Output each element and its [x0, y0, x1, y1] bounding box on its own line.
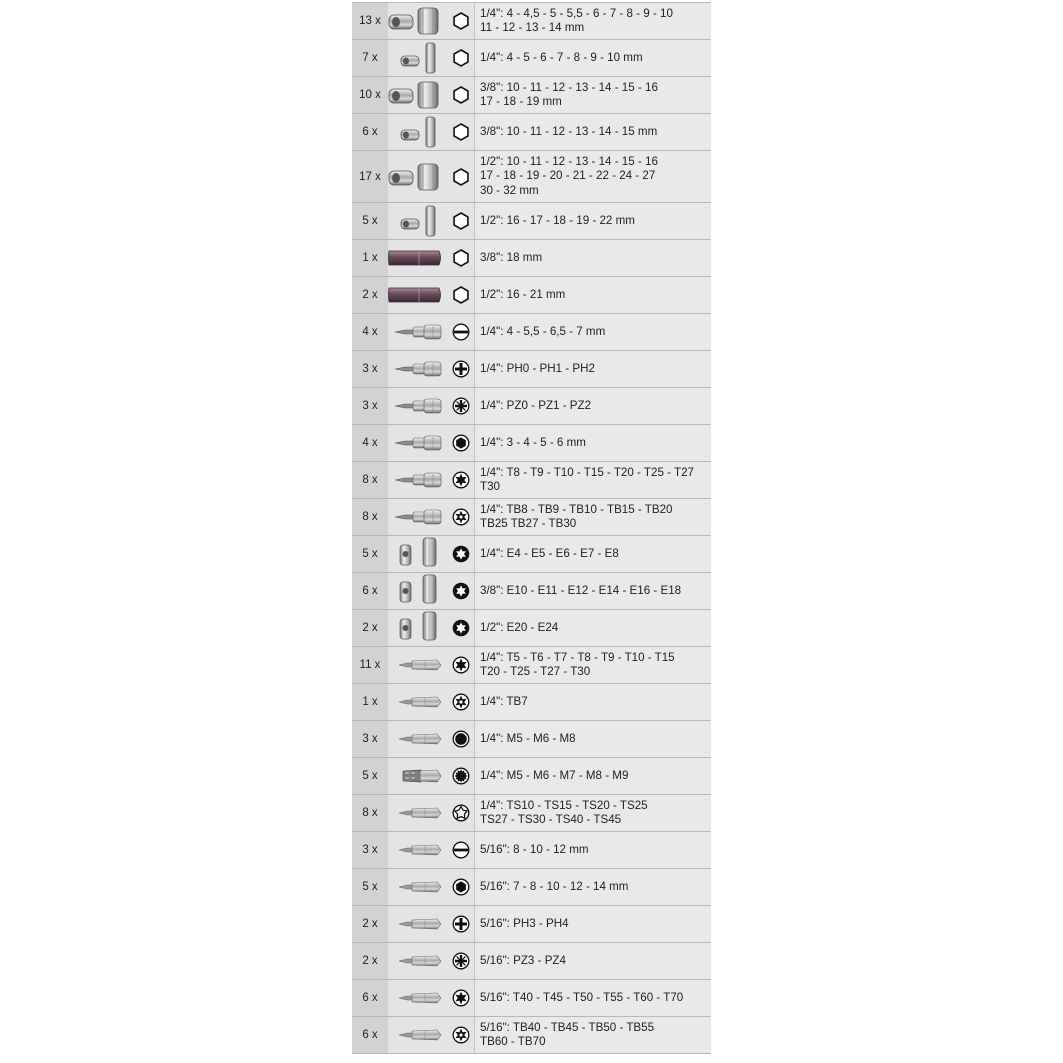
tool-image-cell [388, 536, 447, 572]
size-spec-cell [474, 980, 711, 1016]
table-row [352, 610, 711, 647]
tool-image-cell [388, 943, 447, 979]
size-spec-cell [474, 943, 711, 979]
quantity-cell: 5 x [352, 536, 388, 572]
short-bit-icon [399, 767, 443, 785]
size-spec-line: TS27 - TS30 - TS40 - TS45 [480, 813, 622, 826]
profile-symbol-cell [447, 795, 474, 831]
quantity-cell: 3 x [352, 832, 388, 868]
size-spec-line: 1/2": E20 - E24 [480, 620, 559, 634]
table-row [352, 684, 711, 721]
size-spec-line: 1/4": E4 - E5 - E6 - E7 - E8 [480, 546, 619, 560]
bit-socket-icon [393, 434, 443, 452]
quantity-cell: 3 x [352, 388, 388, 424]
tool-image-cell [388, 758, 447, 794]
table-row [352, 462, 711, 499]
torx-tamper-icon [452, 1026, 470, 1044]
torx-icon [452, 656, 470, 674]
e-torx-icon [452, 619, 470, 637]
tool-image-cell [388, 203, 447, 239]
tool-image-cell [388, 721, 447, 757]
hex-solid-icon [452, 434, 470, 452]
profile-symbol-cell [447, 684, 474, 720]
table-row [352, 832, 711, 869]
size-spec-cell [474, 151, 711, 202]
size-spec-cell [474, 684, 711, 720]
profile-symbol-cell [447, 536, 474, 572]
profile-symbol-cell [447, 425, 474, 461]
size-spec-cell [474, 1017, 711, 1053]
hexagon-outline-icon [452, 123, 470, 141]
table-row [352, 203, 711, 240]
hexagon-outline-icon [452, 86, 470, 104]
spline-icon [452, 730, 470, 748]
quantity-cell: 6 x [352, 114, 388, 150]
tool-image-cell [388, 351, 447, 387]
table-row [352, 795, 711, 832]
e-torx-socket-icon [397, 537, 443, 571]
pozidriv-icon [452, 397, 470, 415]
deep-socket-icon [399, 42, 443, 74]
xzn-icon [452, 767, 470, 785]
tool-image-cell [388, 462, 447, 498]
size-spec-line: 17 - 18 - 19 mm [480, 95, 562, 108]
size-spec-line: 1/4": T5 - T6 - T7 - T8 - T9 - T10 - T15 [480, 650, 675, 664]
tool-image-cell [388, 499, 447, 535]
tool-image-cell [388, 573, 447, 609]
profile-symbol-cell [447, 40, 474, 76]
hexagon-outline-icon [452, 12, 470, 30]
quantity-cell: 1 x [352, 240, 388, 276]
bit-icon [397, 916, 443, 932]
tool-image-cell [388, 610, 447, 646]
size-spec-cell [474, 610, 711, 646]
tool-image-cell [388, 795, 447, 831]
hexagon-outline-icon [452, 49, 470, 67]
phillips-icon [452, 360, 470, 378]
size-spec-line: 3/8": 18 mm [480, 250, 543, 264]
pentalobe-icon [452, 804, 470, 822]
table-row [352, 943, 711, 980]
size-spec-line: 5/16": TB40 - TB45 - TB50 - TB55 [480, 1020, 655, 1034]
hex-socket-icon [387, 6, 443, 36]
quantity-cell: 2 x [352, 906, 388, 942]
quantity-cell: 5 x [352, 758, 388, 794]
size-spec-cell [474, 77, 711, 113]
profile-symbol-cell [447, 77, 474, 113]
profile-symbol-cell [447, 869, 474, 905]
table-row [352, 151, 711, 203]
hexagon-outline-icon [452, 286, 470, 304]
size-spec-cell [474, 721, 711, 757]
profile-symbol-cell [447, 277, 474, 313]
torx-icon [452, 989, 470, 1007]
slotted-icon [452, 323, 470, 341]
quantity-cell: 3 x [352, 351, 388, 387]
quantity-cell: 6 x [352, 980, 388, 1016]
table-row [352, 1017, 711, 1054]
bit-icon [397, 990, 443, 1006]
profile-symbol-cell [447, 351, 474, 387]
tool-image-cell [388, 40, 447, 76]
table-row [352, 573, 711, 610]
table-row [352, 721, 711, 758]
spark-plug-socket-icon [387, 284, 443, 306]
profile-symbol-cell [447, 573, 474, 609]
deep-socket-icon [399, 116, 443, 148]
tool-image-cell [388, 980, 447, 1016]
size-spec-cell [474, 277, 711, 313]
profile-symbol-cell [447, 721, 474, 757]
bit-icon [397, 842, 443, 858]
torx-tamper-icon [452, 693, 470, 711]
phillips-icon [452, 915, 470, 933]
hex-socket-icon [387, 162, 443, 192]
slotted-icon [452, 841, 470, 859]
size-spec-line: 1/4": PH0 - PH1 - PH2 [480, 361, 595, 375]
table-row [352, 869, 711, 906]
tool-set-table [352, 2, 711, 1054]
profile-symbol-cell [447, 388, 474, 424]
tool-image-cell [388, 388, 447, 424]
size-spec-cell [474, 795, 711, 831]
profile-symbol-cell [447, 462, 474, 498]
size-spec-cell [474, 425, 711, 461]
bit-socket-icon [393, 397, 443, 415]
size-spec-line: 30 - 32 mm [480, 183, 539, 197]
size-spec-cell [474, 758, 711, 794]
table-row [352, 40, 711, 77]
bit-icon [397, 657, 443, 673]
torx-tamper-icon [452, 508, 470, 526]
table-row [352, 388, 711, 425]
quantity-cell: 17 x [352, 151, 388, 202]
quantity-cell: 7 x [352, 40, 388, 76]
table-row [352, 114, 711, 151]
size-spec-line: 1/4": T8 - T9 - T10 - T15 - T20 - T25 - T27 [480, 465, 694, 479]
size-spec-cell [474, 647, 711, 683]
table-row [352, 3, 711, 40]
hex-socket-icon [387, 80, 443, 110]
size-spec-line: T30 [480, 480, 500, 493]
tool-image-cell [388, 1017, 447, 1053]
table-row [352, 647, 711, 684]
tool-image-cell [388, 906, 447, 942]
table-row [352, 351, 711, 388]
quantity-cell: 6 x [352, 573, 388, 609]
table-row [352, 980, 711, 1017]
bit-icon [397, 731, 443, 747]
size-spec-line: TB60 - TB70 [480, 1035, 546, 1048]
size-spec-cell [474, 240, 711, 276]
bit-icon [397, 953, 443, 969]
size-spec-line: 5/16": PZ3 - PZ4 [480, 953, 566, 967]
size-spec-line: 1/4": TB7 [480, 694, 528, 708]
size-spec-line: 5/16": 8 - 10 - 12 mm [480, 842, 589, 856]
profile-symbol-cell [447, 240, 474, 276]
size-spec-line: TB25 TB27 - TB30 [480, 517, 577, 530]
profile-symbol-cell [447, 3, 474, 39]
quantity-cell: 2 x [352, 943, 388, 979]
table-row [352, 314, 711, 351]
size-spec-cell [474, 832, 711, 868]
size-spec-cell [474, 869, 711, 905]
size-spec-cell [474, 40, 711, 76]
profile-symbol-cell [447, 832, 474, 868]
quantity-cell: 4 x [352, 425, 388, 461]
size-spec-cell [474, 499, 711, 535]
profile-symbol-cell [447, 758, 474, 794]
hexagon-outline-icon [452, 249, 470, 267]
quantity-cell: 8 x [352, 795, 388, 831]
quantity-cell: 6 x [352, 1017, 388, 1053]
quantity-cell: 5 x [352, 203, 388, 239]
tool-image-cell [388, 114, 447, 150]
size-spec-cell [474, 203, 711, 239]
tool-image-cell [388, 832, 447, 868]
table-row [352, 425, 711, 462]
profile-symbol-cell [447, 314, 474, 350]
size-spec-line: 3/8": 10 - 11 - 12 - 13 - 14 - 15 - 16 [480, 80, 658, 94]
size-spec-line: 1/4": PZ0 - PZ1 - PZ2 [480, 398, 592, 412]
size-spec-line: 1/4": 4 - 4,5 - 5 - 5,5 - 6 - 7 - 8 - 9 - 10 [480, 6, 673, 20]
hexagon-outline-icon [452, 168, 470, 186]
tool-image-cell [388, 647, 447, 683]
torx-icon [452, 471, 470, 489]
quantity-cell: 3 x [352, 721, 388, 757]
e-torx-socket-icon [397, 574, 443, 608]
profile-symbol-cell [447, 114, 474, 150]
size-spec-line: 1/4": TB8 - TB9 - TB10 - TB15 - TB20 [480, 502, 673, 516]
size-spec-cell [474, 906, 711, 942]
tool-image-cell [388, 314, 447, 350]
size-spec-cell [474, 3, 711, 39]
tool-image-cell [388, 240, 447, 276]
tool-image-cell [388, 151, 447, 202]
bit-socket-icon [393, 360, 443, 378]
quantity-cell: 8 x [352, 499, 388, 535]
bit-icon [397, 1027, 443, 1043]
profile-symbol-cell [447, 499, 474, 535]
size-spec-cell [474, 462, 711, 498]
profile-symbol-cell [447, 203, 474, 239]
size-spec-line: 1/4": M5 - M6 - M7 - M8 - M9 [480, 768, 629, 782]
pozidriv-icon [452, 952, 470, 970]
bit-icon [397, 879, 443, 895]
size-spec-line: 17 - 18 - 19 - 20 - 21 - 22 - 24 - 27 [480, 169, 656, 183]
table-row [352, 499, 711, 536]
size-spec-line: 5/16": PH3 - PH4 [480, 916, 569, 930]
size-spec-cell [474, 536, 711, 572]
hexagon-outline-icon [452, 212, 470, 230]
quantity-cell: 5 x [352, 869, 388, 905]
size-spec-cell [474, 573, 711, 609]
profile-symbol-cell [447, 1017, 474, 1053]
size-spec-line: 1/2": 16 - 21 mm [480, 287, 566, 301]
size-spec-line: 5/16": 7 - 8 - 10 - 12 - 14 mm [480, 879, 629, 893]
spark-plug-socket-icon [387, 247, 443, 269]
tool-image-cell [388, 77, 447, 113]
e-torx-icon [452, 582, 470, 600]
table-row [352, 77, 711, 114]
profile-symbol-cell [447, 943, 474, 979]
profile-symbol-cell [447, 151, 474, 202]
profile-symbol-cell [447, 610, 474, 646]
quantity-cell: 4 x [352, 314, 388, 350]
size-spec-cell [474, 351, 711, 387]
quantity-cell: 2 x [352, 277, 388, 313]
profile-symbol-cell [447, 647, 474, 683]
size-spec-line: 3/8": E10 - E11 - E12 - E14 - E16 - E18 [480, 583, 682, 597]
size-spec-line: 1/2": 16 - 17 - 18 - 19 - 22 mm [480, 213, 635, 227]
size-spec-line: 5/16": T40 - T45 - T50 - T55 - T60 - T70 [480, 990, 684, 1004]
quantity-cell: 13 x [352, 3, 388, 39]
e-torx-socket-icon [397, 611, 443, 645]
tool-image-cell [388, 684, 447, 720]
bit-socket-icon [393, 323, 443, 341]
size-spec-line: 1/4": 3 - 4 - 5 - 6 mm [480, 435, 586, 449]
deep-socket-icon [399, 205, 443, 237]
quantity-cell: 10 x [352, 77, 388, 113]
size-spec-line: 11 - 12 - 13 - 14 mm [480, 21, 585, 34]
quantity-cell: 1 x [352, 684, 388, 720]
size-spec-cell [474, 114, 711, 150]
bit-icon [397, 805, 443, 821]
bit-socket-icon [393, 471, 443, 489]
table-row [352, 240, 711, 277]
table-row [352, 277, 711, 314]
profile-symbol-cell [447, 906, 474, 942]
size-spec-cell [474, 388, 711, 424]
tool-image-cell [388, 869, 447, 905]
size-spec-line: 1/2": 10 - 11 - 12 - 13 - 14 - 15 - 16 [480, 154, 658, 168]
size-spec-line: 1/4": 4 - 5,5 - 6,5 - 7 mm [480, 324, 606, 338]
tool-image-cell [388, 277, 447, 313]
table-row [352, 536, 711, 573]
tool-image-cell [388, 3, 447, 39]
profile-symbol-cell [447, 980, 474, 1016]
bit-socket-icon [393, 508, 443, 526]
size-spec-line: 3/8": 10 - 11 - 12 - 13 - 14 - 15 mm [480, 124, 658, 138]
quantity-cell: 2 x [352, 610, 388, 646]
table-row [352, 906, 711, 943]
quantity-cell: 11 x [352, 647, 388, 683]
size-spec-line: 1/4": TS10 - TS15 - TS20 - TS25 [480, 798, 648, 812]
e-torx-icon [452, 545, 470, 563]
size-spec-line: T20 - T25 - T27 - T30 [480, 665, 591, 678]
bit-icon [397, 694, 443, 710]
size-spec-cell [474, 314, 711, 350]
size-spec-line: 1/4": 4 - 5 - 6 - 7 - 8 - 9 - 10 mm [480, 50, 643, 64]
table-row [352, 758, 711, 795]
quantity-cell: 8 x [352, 462, 388, 498]
tool-image-cell [388, 425, 447, 461]
size-spec-line: 1/4": M5 - M6 - M8 [480, 731, 576, 745]
hex-solid-icon [452, 878, 470, 896]
